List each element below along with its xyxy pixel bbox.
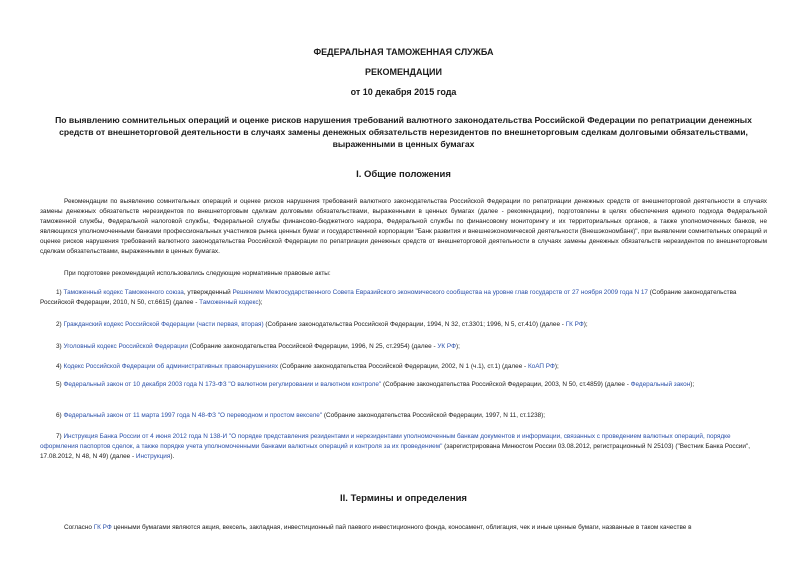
act-link[interactable]: КоАП РФ (527, 363, 555, 370)
act-link[interactable]: Решением Межгосударственного Совета Евразийского экономического сообщества на уровне глав государств от 27 ноября 2009 года N 17 (232, 289, 648, 296)
list-item (40, 411, 767, 421)
act-link[interactable]: УК РФ (437, 343, 456, 350)
item-text: (Собрание законодательства Российской Федерации, 1996, N 25, ст.2954) (далее - (187, 343, 438, 350)
item-text: (Собрание законодательства Российской Федерации, 2010, N 50, ст.6615) (далее - (40, 289, 737, 306)
list-item (40, 342, 767, 352)
item-text: , утвержденный (183, 289, 233, 296)
item-text: ). (170, 453, 175, 460)
org-name: ФЕДЕРАЛЬНАЯ ТАМОЖЕННАЯ СЛУЖБА (313, 47, 494, 57)
item-text: (Собрание законодательства Российской Федерации, 1997, N 11, ст.1238); (322, 412, 546, 419)
act-link[interactable]: Федеральный закон от 11 марта 1997 года N 48-ФЗ "О переводном и простом векселе" (63, 412, 323, 419)
item-number: 1) (56, 289, 62, 296)
act-link[interactable]: Гражданский кодекс Российской Федерации (части первая, вторая) (63, 321, 264, 328)
act-link[interactable]: Таможенный кодекс (199, 299, 259, 306)
item-text: ); (554, 363, 559, 370)
item-number: 5) (56, 381, 62, 388)
act-link[interactable]: ГК РФ (93, 524, 112, 531)
act-link[interactable]: Уголовный кодекс Российской Федерации (63, 343, 188, 350)
list-item (40, 432, 767, 462)
list-item (40, 320, 767, 330)
terms-paragraph (40, 523, 767, 533)
item-number: 3) (56, 343, 62, 350)
para-text: Согласно (64, 524, 94, 531)
act-link[interactable]: Федеральный закон (630, 381, 691, 388)
acts-lead-paragraph: При подготовке рекомендаций использовались следующие нормативные правовые акты: (64, 270, 331, 277)
item-text: ); (690, 381, 695, 388)
item-text: (Собрание законодательства Российской Федерации, 2003, N 50, ст.4859) (далее - (381, 381, 631, 388)
item-text: ); (583, 321, 588, 328)
item-text: (Собрание законодательства Российской Федерации, 1994, N 32, ст.3301; 1996, N 5, ст.410) (далее - (263, 321, 566, 328)
item-number: 7) (56, 433, 62, 440)
doc-type: РЕКОМЕНДАЦИИ (365, 67, 442, 77)
list-item (40, 380, 767, 390)
item-number: 6) (56, 412, 62, 419)
item-number: 4) (56, 363, 62, 370)
item-number: 2) (56, 321, 62, 328)
section-heading-terms: II. Термины и определения (340, 493, 467, 504)
act-link[interactable]: Федеральный закон от 10 декабря 2003 года N 173-ФЗ "О валютном регулировании и валютном контроле" (63, 381, 382, 388)
act-link[interactable]: Инструкция Банка России от 4 июня 2012 года N 138-И "О порядке представления резидентами и нерезидентами уполномоченным банкам документов и информации, связанных с проведением валютных операций, порядке оформления паспортов сделок, а также порядке учета уполномоченными банками валютных операций и контроля за их проведением" (40, 433, 731, 450)
item-text: ); (258, 299, 263, 306)
list-item (40, 362, 767, 372)
act-link[interactable]: Таможенный кодекс Таможенного союза (63, 289, 184, 296)
act-link[interactable]: ГК РФ (565, 321, 584, 328)
para-text: ценными бумагами являются акция, вексель, закладная, инвестиционный пай паевого инвестиционного фонда, коносамент, облигация, чек и иные ценные бумаги, названные в таком качестве в (111, 524, 692, 531)
section-heading-general: I. Общие положения (356, 169, 451, 180)
item-text: (Собрание законодательства Российской Федерации, 2002, N 1 (ч.1), ст.1) (далее - (278, 363, 528, 370)
doc-date: от 10 декабря 2015 года (350, 87, 457, 97)
act-link[interactable]: Кодекс Российской Федерации об административных правонарушениях (63, 363, 279, 370)
list-item (40, 288, 767, 308)
item-text: (зарегистрирована Минюстом России 03.08.2012, регистрационный N 25103) ("Вестник Банка России", 17.08.2012, N 48, N 49) (далее - (40, 443, 750, 460)
document-title: По выявлению сомнительных операций и оценке рисков нарушения требований валютного законодательства Российской Федерации по репатриации денежных средств от внешнеторговой деятельности в случаях замены денежных обязательств нерезидентов по внешнеторговым сделкам долговыми обязательствами, выраженными в ценных бумагах (55, 115, 752, 149)
act-link[interactable]: Инструкция (135, 453, 171, 460)
intro-paragraph: Рекомендации по выявлению сомнительных операций и оценке рисков нарушения требований валютного законодательства Российской Федерации по репатриации денежных средств от внешнеторговой деятельности в случаях замены денежных обязательств нерезидентов по внешнеторговым сделкам долговыми обязательствами, выраженными в ценных бумагах (далее - рекомендации), подготовлены в целях обеспечения единого подхода Федеральной таможенной службы, Федеральной налоговой службы, Федеральной службы финансово-бюджетного надзора, Федеральной службы по финансовому мониторингу и их территориальных органов, а также уполномоченных банков, не являющихся уполномоченными банками профессиональных участников рынка ценных бумаг и государственной корпорации "Банк развития и внешнеэкономической деятельности (Внешэкономбанк)", при выявлении сомнительных операций и оценке рисков нарушения требований валютного законодательства Российской Федерации по репатриации денежных средств от внешнеторговой деятельности в случаях замены денежных обязательств нерезидентов по внешнеторговым сделкам обязательствами, выраженными в ценных бумагах. (40, 198, 767, 255)
item-text: ); (455, 343, 460, 350)
